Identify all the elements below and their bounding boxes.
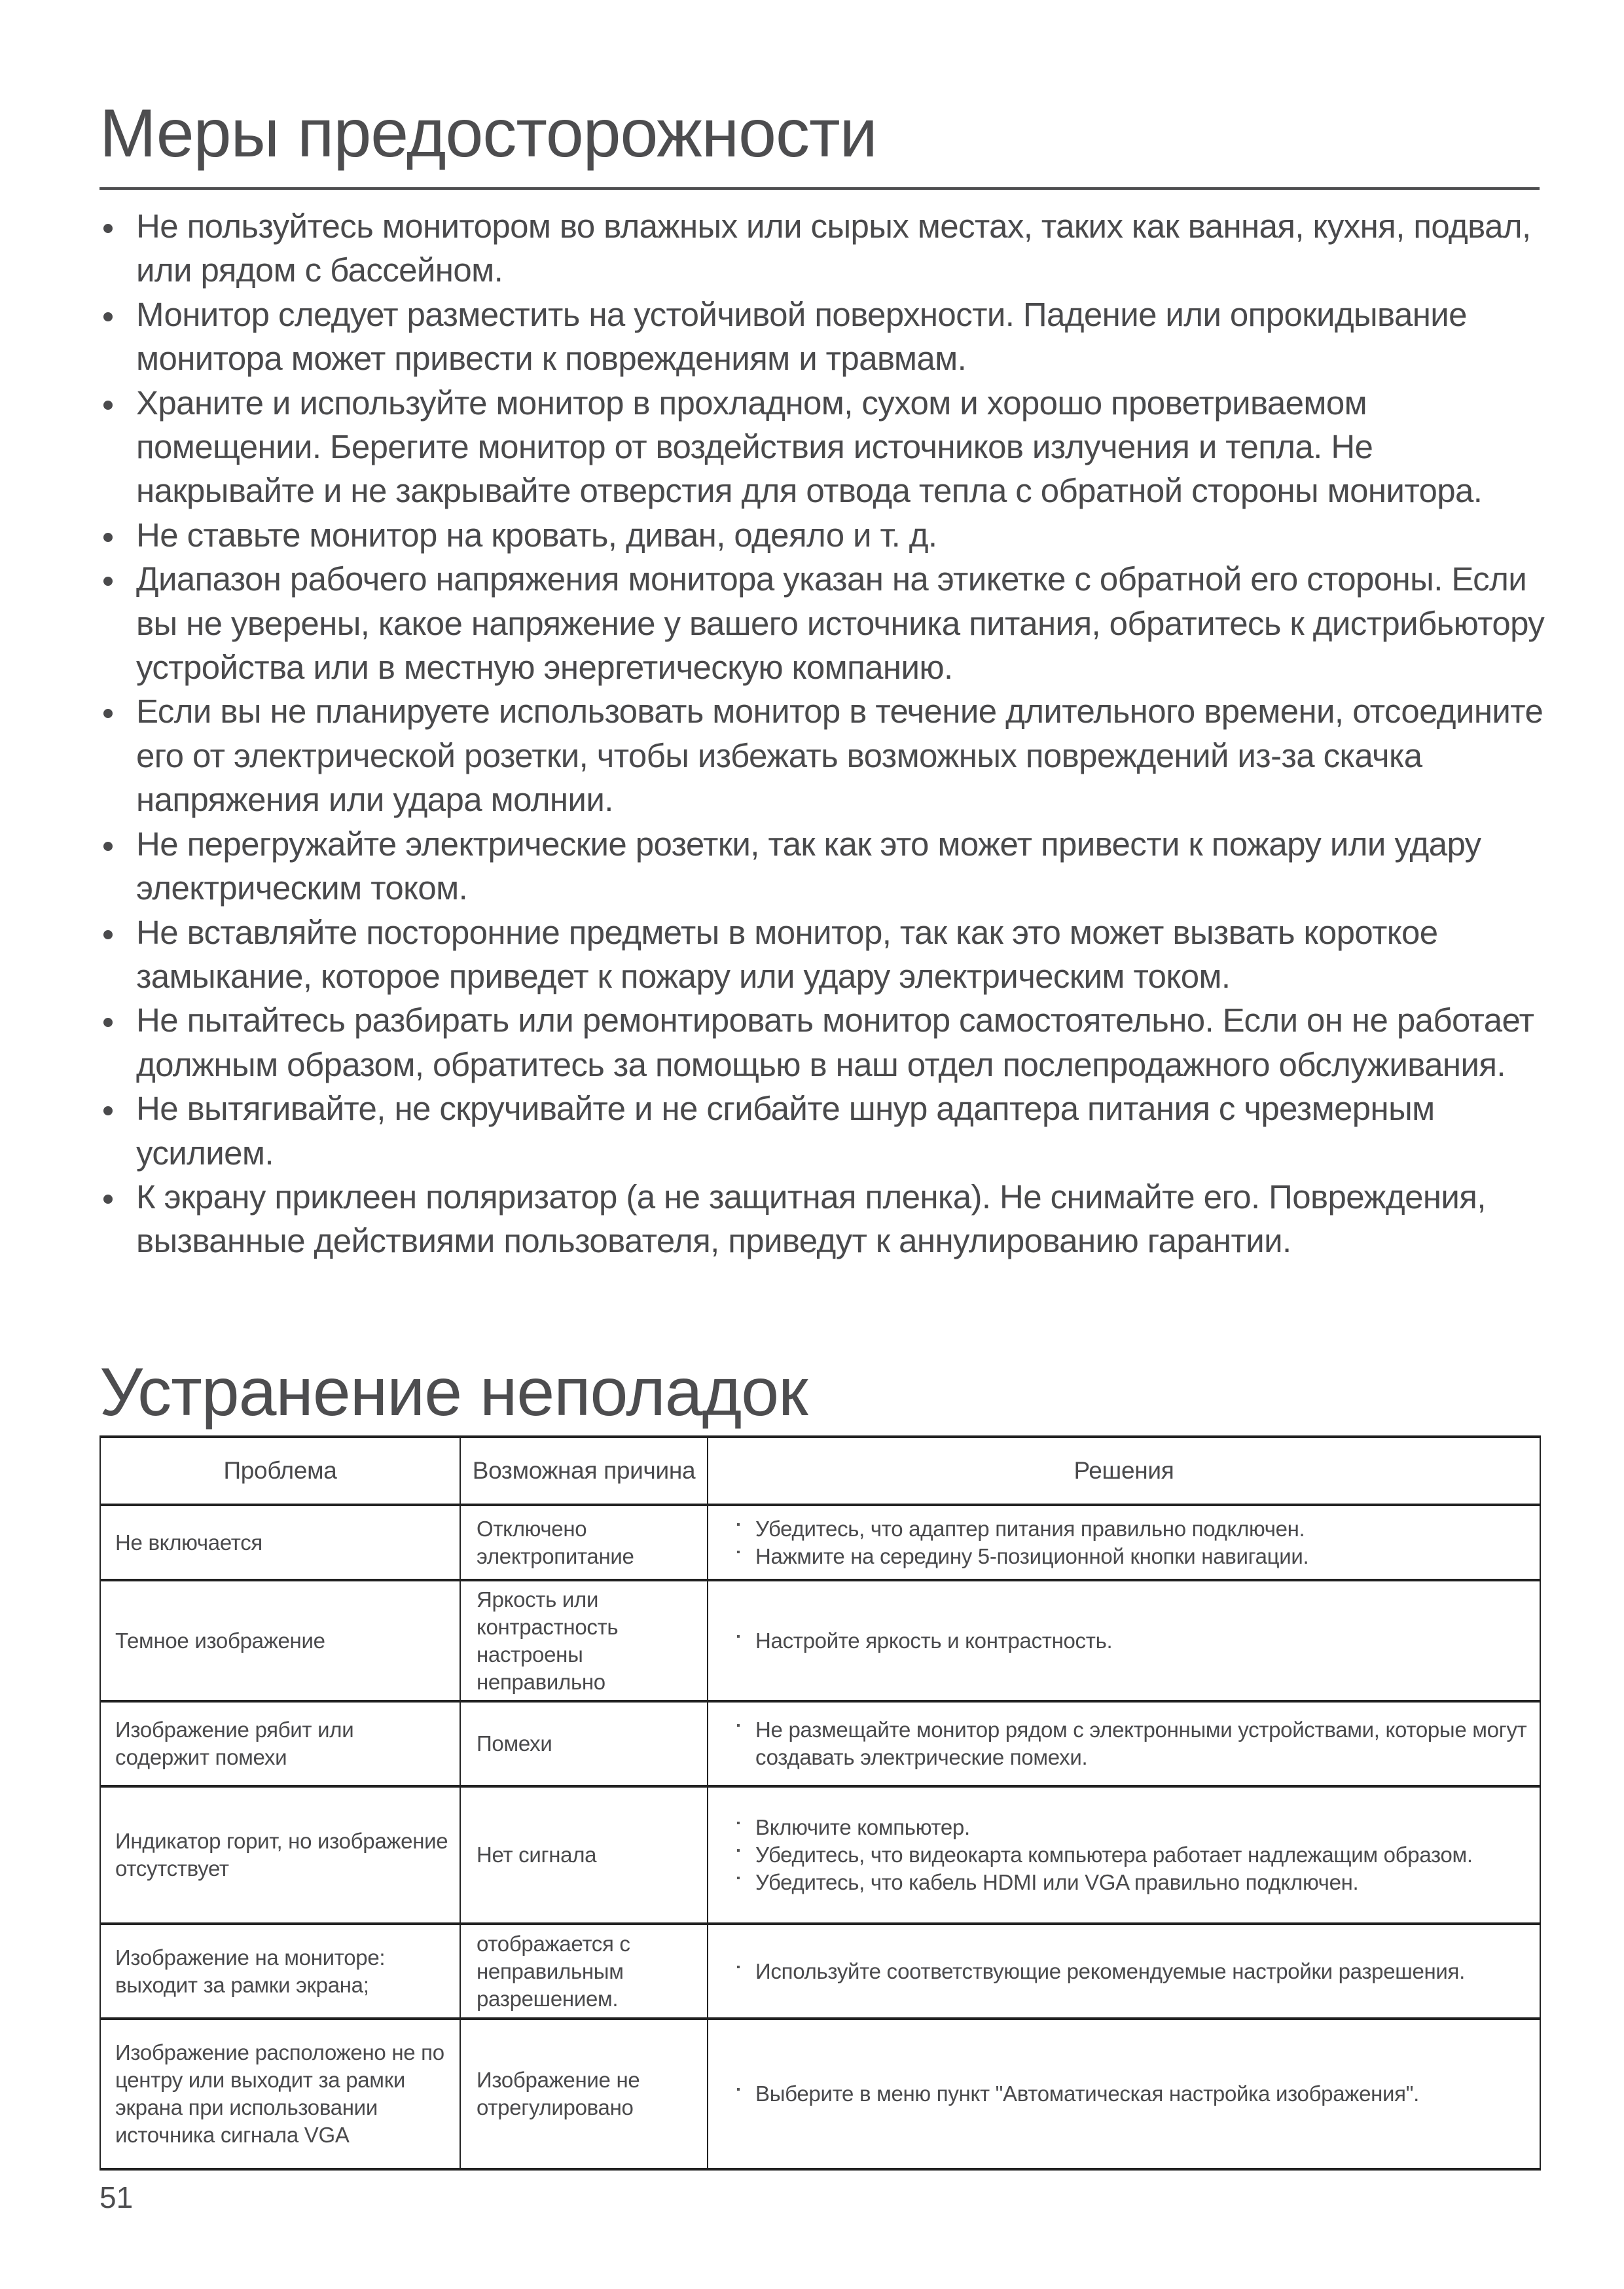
solution-item: Используйте соответствующие рекомендуемые настройки разрешения. (723, 1958, 1529, 1985)
header-cause: Возможная причина (460, 1437, 708, 1505)
solution-cell (708, 1786, 1540, 1924)
bullet-icon (103, 1018, 113, 1027)
cause-cell: Отключено электропитание (460, 1505, 708, 1580)
table-row (100, 1505, 1540, 1580)
problem-cell: Темное изображение (100, 1580, 460, 1701)
bullet-icon (103, 842, 113, 851)
bullet-icon (103, 401, 113, 410)
precaution-item: Не вставляйте посторонние предметы в монитор, так как это может вызвать короткое замыкание, которое приведет к пожару или удару электрическим током. (99, 910, 1546, 999)
solution-cell (708, 2019, 1540, 2169)
precaution-item: Не вытягивайте, не скручивайте и не сгибайте шнур адаптера питания с чрезмерным усилием. (99, 1087, 1546, 1175)
solution-item: Выберите в меню пункт "Автоматическая настройка изображения". (723, 2080, 1529, 2108)
solution-item: Убедитесь, что видеокарта компьютера работает надлежащим образом. (723, 1841, 1529, 1869)
cause-cell: Яркость или контрастность настроены неправильно (460, 1580, 708, 1701)
precaution-item: Не пользуйтесь монитором во влажных или сырых местах, таких как ванная, кухня, подвал, или рядом с бассейном. (99, 204, 1546, 293)
bullet-icon (103, 224, 113, 233)
bullet-icon (103, 312, 113, 321)
solution-cell (708, 1505, 1540, 1580)
table-row (100, 1924, 1540, 2019)
table-row (100, 2019, 1540, 2169)
solution-item: Включите компьютер. (723, 1814, 1529, 1841)
bullet-icon (103, 577, 113, 586)
bullet-icon (737, 1724, 740, 1727)
bullet-icon (103, 533, 113, 542)
precaution-item: Если вы не планируете использовать монитор в течение длительного времени, отсоедините его от электрической розетки, чтобы избежать возможных повреждений из-за скачка напряжения или удара молнии. (99, 689, 1546, 821)
bullet-icon (103, 930, 113, 939)
problem-cell: Индикатор горит, но изображение отсутствует (100, 1786, 460, 1924)
table-row (100, 1580, 1540, 1701)
cause-cell: Изображение не отрегулировано (460, 2019, 708, 2169)
precaution-item: К экрану приклеен поляризатор (а не защитная пленка). Не снимайте его. Повреждения, вызванные действиями пользователя, приведут к аннулированию гарантии. (99, 1175, 1546, 1263)
solution-cell (708, 1924, 1540, 2019)
problem-cell: Изображение на мониторе: выходит за рамки экрана; (100, 1924, 460, 2019)
precaution-item: Не пытайтесь разбирать или ремонтировать монитор самостоятельно. Если он не работает должным образом, обратитесь за помощью в наш отдел послепродажного обслуживания. (99, 998, 1546, 1087)
bullet-icon (737, 1551, 740, 1553)
solution-item: Нажмите на середину 5-позиционной кнопки навигации. (723, 1543, 1529, 1570)
problem-cell: Изображение рябит или содержит помехи (100, 1701, 460, 1786)
bullet-icon (737, 1523, 740, 1526)
bullet-icon (737, 1635, 740, 1638)
precaution-item: Монитор следует разместить на устойчивой поверхности. Падение или опрокидывание монитора может привести к повреждениям и травмам. (99, 293, 1546, 381)
precautions-list (99, 204, 1546, 1263)
solution-cell (708, 1580, 1540, 1701)
problem-cell: Не включается (100, 1505, 460, 1580)
cause-cell: отображается с неправильным разрешением. (460, 1924, 708, 2019)
solution-item: Настройте яркость и контрастность. (723, 1627, 1529, 1655)
bullet-icon (103, 709, 113, 718)
header-solution: Решения (708, 1437, 1540, 1505)
table-row (100, 1701, 1540, 1786)
precaution-item: Храните и используйте монитор в прохладном, сухом и хорошо проветриваемом помещении. Берегите монитор от воздействия источников излучения и тепла. Не накрывайте и не закрывайте отверстия для отвода тепла с обратной стороны монитора. (99, 381, 1546, 513)
header-problem: Проблема (100, 1437, 460, 1505)
bullet-icon (737, 1822, 740, 1824)
precaution-item: Не перегружайте электрические розетки, так как это может привести к пожару или удару электрическим током. (99, 822, 1546, 910)
solution-item: Не размещайте монитор рядом с электронными устройствами, которые могут создавать электрические помехи. (723, 1716, 1529, 1771)
bullet-icon (737, 2088, 740, 2091)
bullet-icon (103, 1195, 113, 1204)
solution-cell (708, 1701, 1540, 1786)
bullet-icon (737, 1849, 740, 1852)
precautions-heading: Меры предосторожности (99, 96, 877, 171)
troubleshooting-heading: Устранение неполадок (99, 1354, 808, 1430)
table-header-row (100, 1437, 1540, 1505)
bullet-icon (737, 1877, 740, 1879)
bullet-icon (737, 1966, 740, 1968)
heading-divider (99, 187, 1540, 190)
cause-cell: Нет сигнала (460, 1786, 708, 1924)
cause-cell: Помехи (460, 1701, 708, 1786)
precaution-item: Диапазон рабочего напряжения монитора указан на этикетке с обратной его стороны. Если вы не уверены, какое напряжение у вашего источника питания, обратитесь к дистрибьютору устройства или в местную энергетическую компанию. (99, 557, 1546, 689)
problem-cell: Изображение расположено не по центру или выходит за рамки экрана при использовании источника сигнала VGA (100, 2019, 460, 2169)
page-number: 51 (99, 2180, 134, 2214)
bullet-icon (103, 1106, 113, 1115)
table-row (100, 1786, 1540, 1924)
solution-item: Убедитесь, что кабель HDMI или VGA правильно подключен. (723, 1869, 1529, 1896)
solution-item: Убедитесь, что адаптер питания правильно подключен. (723, 1515, 1529, 1543)
troubleshooting-table (99, 1435, 1541, 2171)
precaution-item: Не ставьте монитор на кровать, диван, одеяло и т. д. (99, 513, 1546, 557)
